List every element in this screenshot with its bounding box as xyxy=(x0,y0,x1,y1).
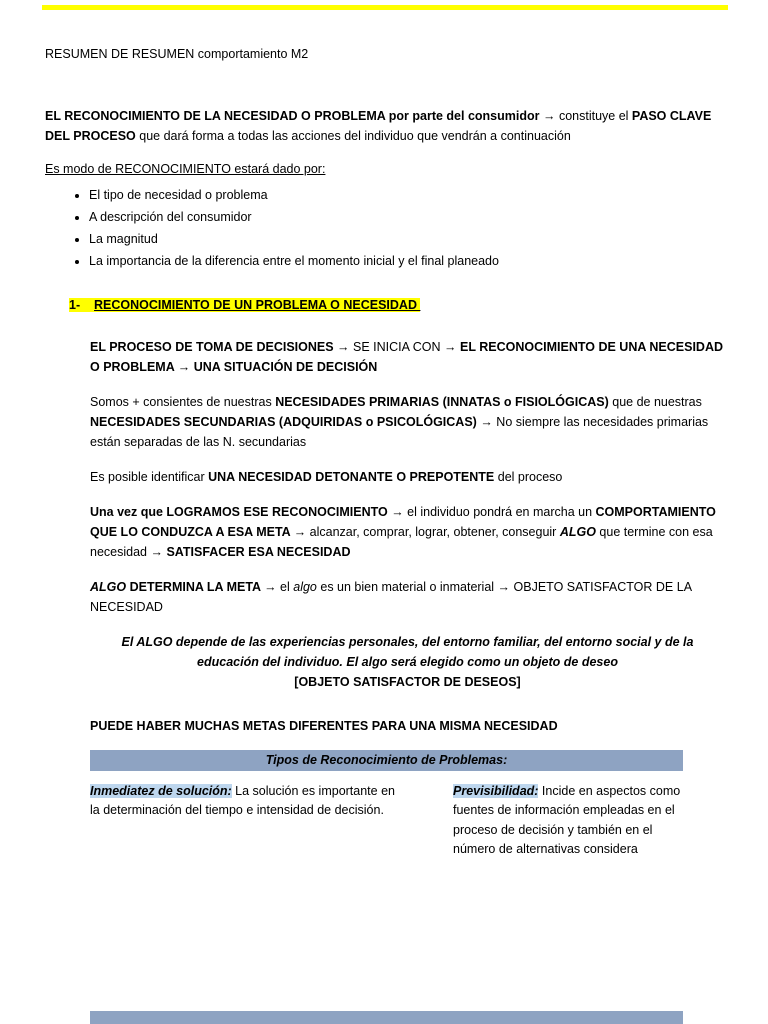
text-run: EL RECONOCIMIENTO DE LA NECESIDAD O PROBLEMA por parte del consumidor xyxy=(45,109,543,123)
text-run: Previsibilidad: xyxy=(453,784,539,798)
section-1-body xyxy=(90,337,725,860)
text-run: → xyxy=(480,415,493,429)
primary-secondary-needs-paragraph xyxy=(90,392,725,452)
text-run: No siempre las necesidades primarias están separadas de las N. secundarias xyxy=(90,415,709,449)
algo-origin-note xyxy=(90,632,725,672)
text-run: EL RECONOCIMIENTO DE UNA NECESIDAD O PROBLEMA xyxy=(90,340,724,374)
table-title: Tipos de Reconocimiento de Problemas: xyxy=(265,753,508,767)
text-run: Una vez que LOGRAMOS ESE RECONOCIMIENTO xyxy=(90,505,392,519)
text-run: Es modo de RECONOCIMIENTO estará dado por: xyxy=(45,162,326,176)
intro-paragraph xyxy=(45,106,725,146)
text-run: → xyxy=(444,340,461,354)
list-item: • La importancia de la diferencia entre el momento inicial y el final planeado xyxy=(89,251,725,271)
text-run: que termine con esa necesidad xyxy=(90,525,713,559)
text-run: del proceso xyxy=(494,470,563,484)
text-run: Es posible identificar xyxy=(90,470,209,484)
text-run: 1- xyxy=(69,298,81,312)
text-run: es un bien material o inmaterial xyxy=(316,580,498,594)
recognition-factors-list xyxy=(69,185,725,271)
text-run: UNA NECESIDAD DETONANTE O PREPOTENTE xyxy=(208,470,495,484)
list-item: • La magnitud xyxy=(89,229,725,249)
recognition-mode-heading xyxy=(45,159,725,179)
document-title: RESUMEN DE RESUMEN comportamiento M2 xyxy=(45,47,309,61)
text-run: → xyxy=(391,505,404,519)
text-run: → xyxy=(497,580,511,594)
text-run: algo xyxy=(293,580,317,594)
text-run: RECONOCIMIENTO DE UN PROBLEMA O NECESIDAD xyxy=(94,298,421,312)
next-table-header-cutoff xyxy=(90,1011,683,1024)
text-run: el xyxy=(276,580,294,594)
text-run: que de nuestras xyxy=(608,395,702,409)
trigger-need-paragraph xyxy=(90,467,725,487)
text-run: La solución es importante en la determinación del tiempo e intensidad de decisión. xyxy=(90,784,395,818)
text-run: COMPORTAMIENTO QUE LO CONDUZCA A ESA META xyxy=(90,505,716,539)
text-run: PUEDE HABER MUCHAS METAS DIFERENTES PARA UNA MISMA NECESIDAD xyxy=(90,719,558,733)
text-run: Inmediatez de solución: xyxy=(90,784,232,798)
text-run: UNA SITUACIÓN DE DECISIÓN xyxy=(193,360,378,374)
text-run: [OBJETO SATISFACTOR DE DESEOS] xyxy=(294,675,521,689)
text-run: → xyxy=(542,109,556,123)
text-run: → xyxy=(337,340,354,354)
text-run: alcanzar, comprar, lograr, obtener, conseguir xyxy=(306,525,560,539)
text-run: DETERMINA LA META xyxy=(126,580,265,594)
text-run: PASO CLAVE DEL PROCESO xyxy=(45,109,712,143)
highlight-strip-top xyxy=(42,5,728,10)
text-run: Somos + consientes de nuestras xyxy=(90,395,276,409)
problem-types-table xyxy=(90,750,683,860)
text-run: → xyxy=(293,525,307,539)
text-run: el individuo pondrá en marcha un xyxy=(403,505,596,519)
text-run: EL PROCESO DE TOMA DE DECISIONES xyxy=(90,340,338,354)
text-run: → xyxy=(177,360,194,374)
text-run: NECESIDADES PRIMARIAS (INNATAS o FISIOLÓGICAS) xyxy=(275,395,609,409)
text-run: constituye el xyxy=(555,109,632,123)
list-item: • El tipo de necesidad o problema xyxy=(89,185,725,205)
recognition-behavior-paragraph xyxy=(90,502,725,562)
decision-process-paragraph xyxy=(90,337,725,377)
text-run: SATISFACER ESA NECESIDAD xyxy=(166,545,351,559)
many-goals-paragraph xyxy=(90,716,725,736)
algo-meta-paragraph xyxy=(90,577,725,617)
text-run: que dará forma a todas las acciones del individuo que vendrán a continuación xyxy=(135,129,571,143)
text-run: → xyxy=(264,580,277,594)
table-body-row xyxy=(90,782,683,860)
table-cell-previsibilidad xyxy=(453,782,683,860)
bracket-note xyxy=(90,672,725,692)
list-item: • A descripción del consumidor xyxy=(89,207,725,227)
text-run: → xyxy=(150,545,167,559)
text-run: NECESIDADES SECUNDARIAS (ADQUIRIDAS o PSICOLÓGICAS) xyxy=(90,415,481,429)
text-run: SE INICIA CON xyxy=(353,340,445,354)
text-run xyxy=(80,298,94,312)
text-run: El ALGO depende de las experiencias personales, del entorno familiar, del entorno social y de la educación del individuo. El algo será elegido como un objeto de deseo xyxy=(121,635,694,669)
section-1-heading xyxy=(69,295,725,315)
table-header-bar xyxy=(90,750,683,771)
text-run: OBJETO SATISFACTOR DE LA NECESIDAD xyxy=(90,580,692,614)
table-cell-inmediatez xyxy=(90,782,408,860)
text-run: Incide en aspectos como fuentes de información empleadas en el proceso de decisión y también en el número de alternativas considera xyxy=(453,784,681,857)
text-run: ALGO xyxy=(559,525,596,539)
text-run: ALGO xyxy=(90,580,127,594)
